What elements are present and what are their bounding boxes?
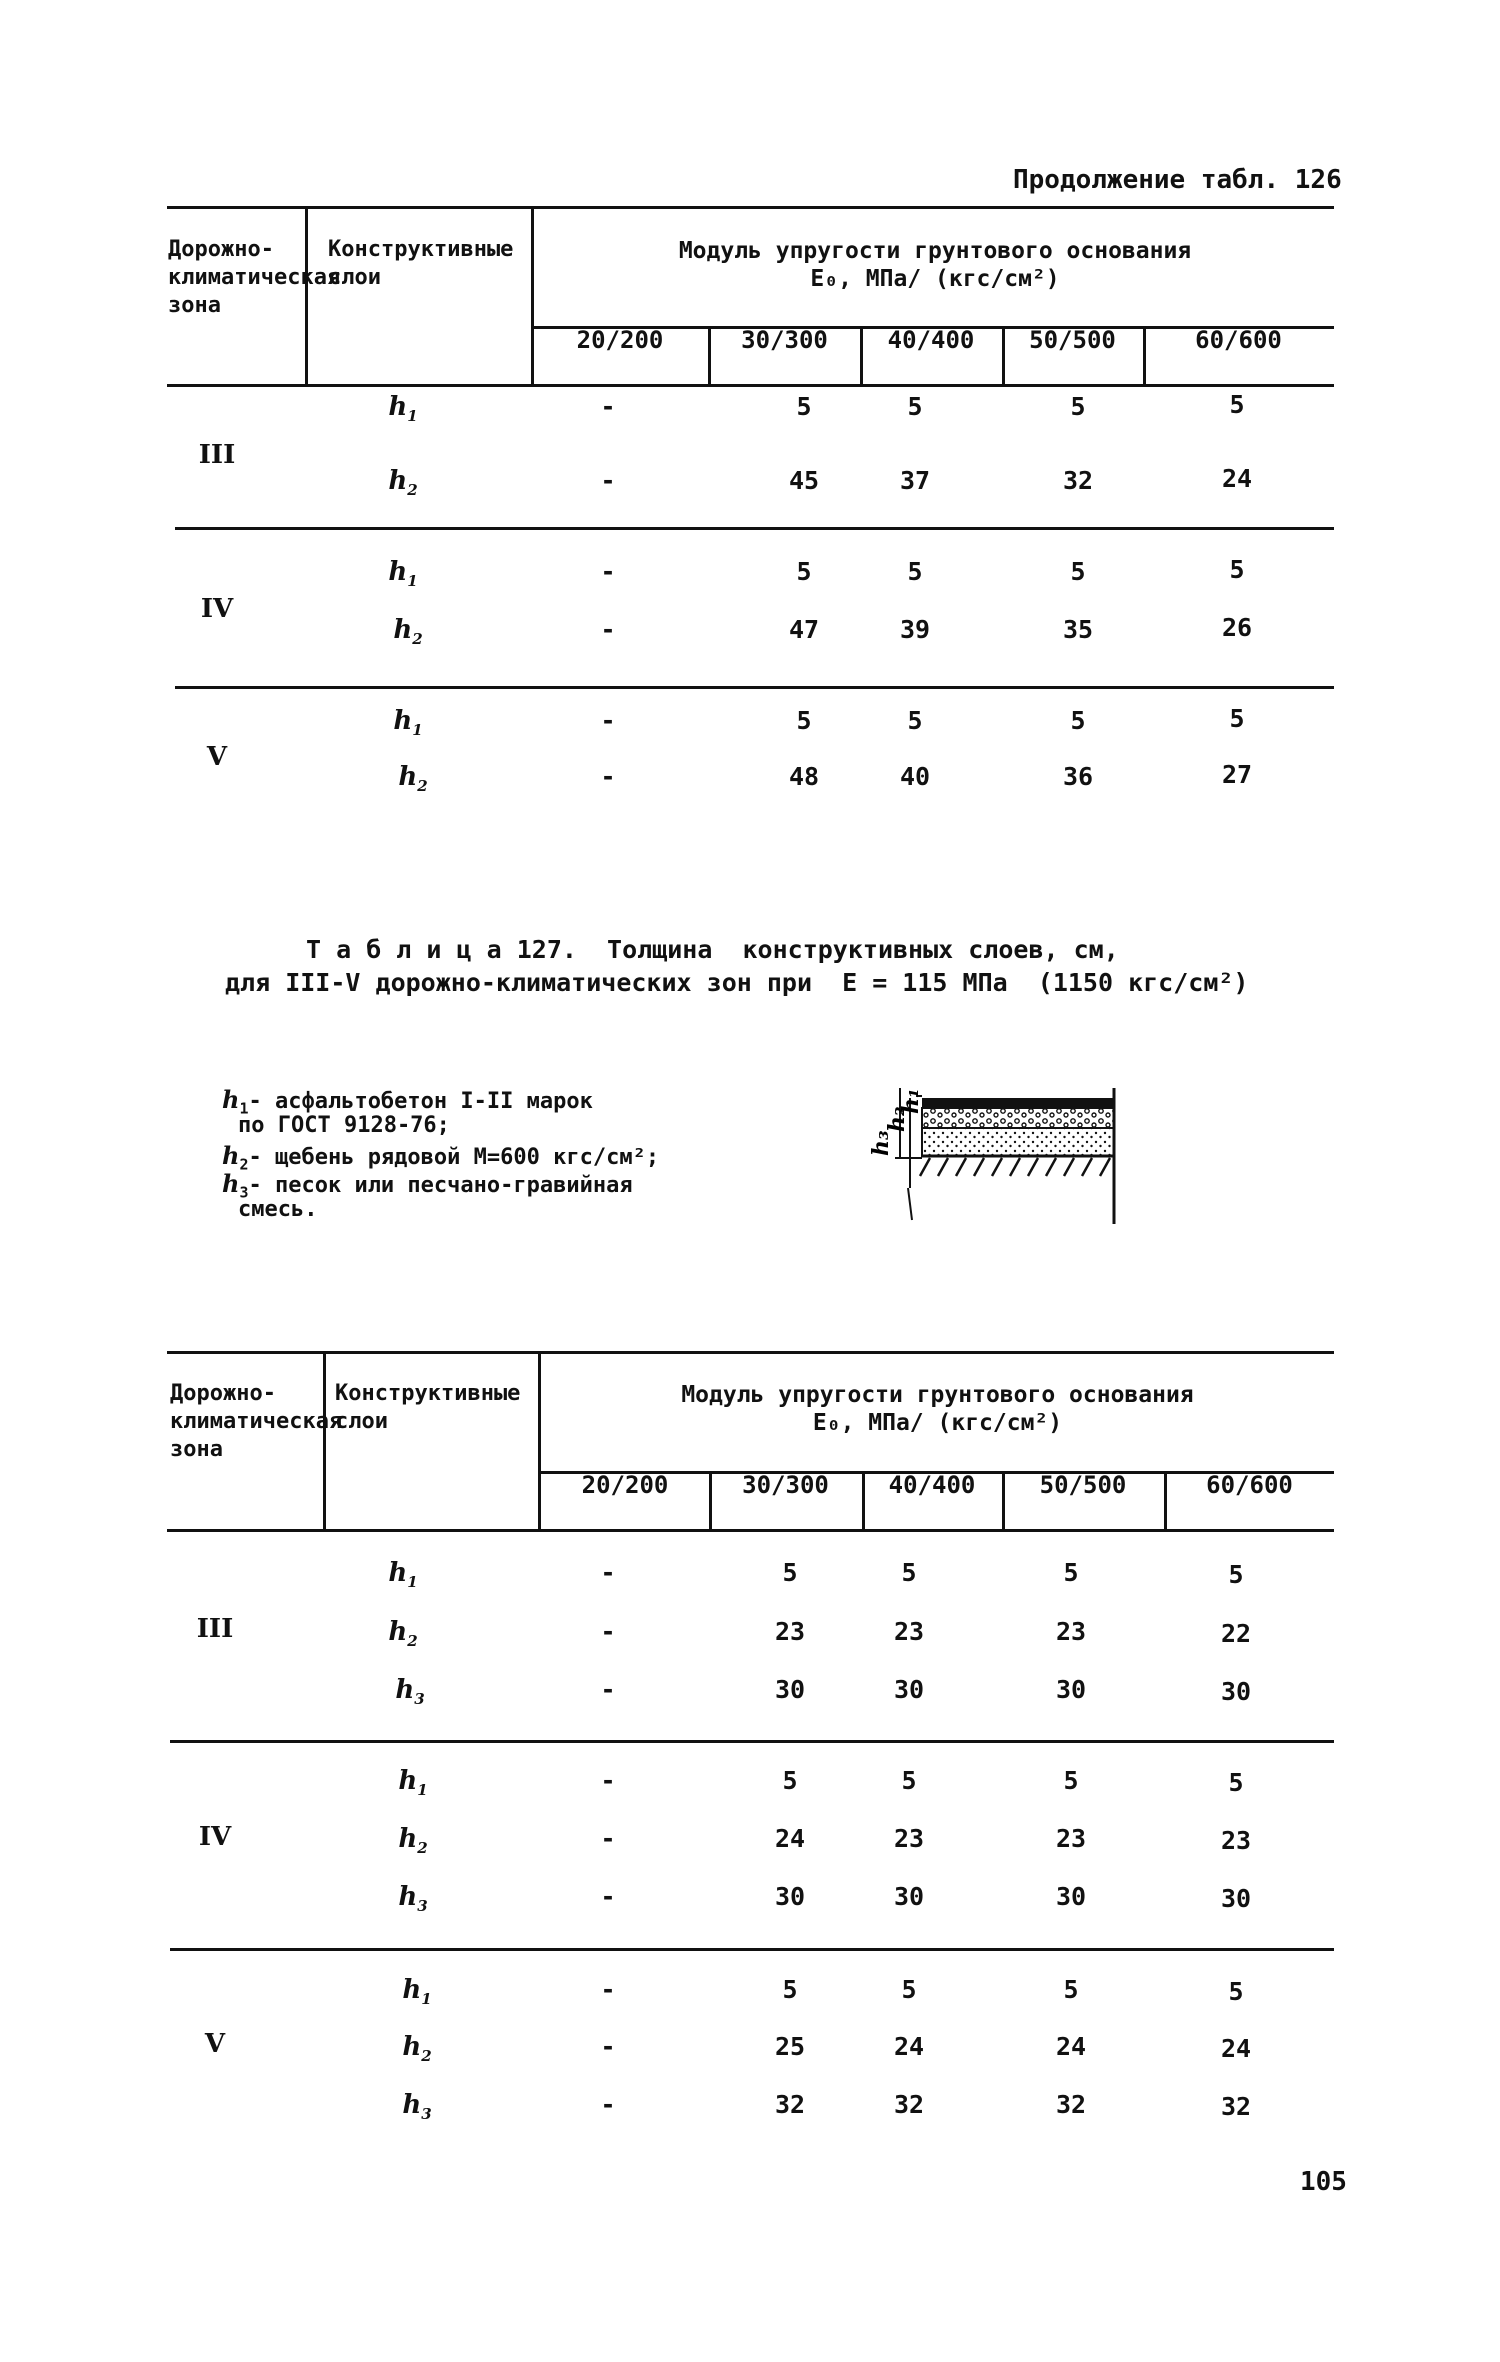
layer-subscript: 3 xyxy=(414,1690,425,1709)
layer-symbol: h xyxy=(395,1675,415,1705)
layer-symbol: h xyxy=(222,1085,240,1114)
table-cell: 24 xyxy=(1220,2034,1252,2063)
layer-symbol: h xyxy=(402,2032,422,2062)
table-cell: 30 xyxy=(1220,1677,1252,1706)
range-header: 50/500 xyxy=(1029,326,1116,354)
table-127-title-line1: Т а б л и ц а 127. Толщина конструктивных слоев, см, xyxy=(306,935,1119,964)
layer-subscript: 2 xyxy=(239,1155,249,1174)
layer-subscript: 2 xyxy=(407,481,418,500)
table-cell: 23 xyxy=(774,1617,806,1646)
table-cell: 5 xyxy=(1229,390,1245,419)
layer-label xyxy=(387,1975,447,2014)
zone-label: V xyxy=(206,742,228,772)
layer-label xyxy=(373,466,433,505)
table-cell: - xyxy=(600,762,616,791)
zone-col-header: Дорожно-климатическая зона xyxy=(170,1381,343,1462)
ground-hatching xyxy=(920,1158,1110,1176)
layer-subscript: 1 xyxy=(421,1990,432,2009)
table-cell: 24 xyxy=(893,2032,925,2061)
table-cell: 45 xyxy=(788,466,820,495)
layer-symbol: h xyxy=(398,1766,418,1796)
table-cell: 40 xyxy=(899,762,931,791)
legend-line xyxy=(238,1113,450,1138)
layer-label xyxy=(373,392,433,431)
layer-symbol: h xyxy=(222,1141,240,1170)
table-cell: 30 xyxy=(893,1675,925,1704)
layer-symbol: h xyxy=(388,1558,408,1588)
layer-subscript: 3 xyxy=(239,1183,249,1202)
table-cell: 23 xyxy=(893,1824,925,1853)
layer-symbol: h xyxy=(398,1882,418,1912)
table-cell: 37 xyxy=(899,466,931,495)
legend-text: - щебень рядовой М=600 кгс/см²; xyxy=(248,1145,660,1170)
layer-label xyxy=(383,762,443,801)
legend-line xyxy=(238,1197,317,1222)
table-cell: - xyxy=(600,2032,616,2061)
table-cell: - xyxy=(600,2090,616,2119)
table-cell: 5 xyxy=(907,706,923,735)
legend-text: по ГОСТ 9128-76; xyxy=(238,1113,450,1138)
table-cell: 23 xyxy=(1055,1617,1087,1646)
table-cell: 5 xyxy=(1228,1560,1244,1589)
table-cell: 24 xyxy=(1221,464,1253,493)
h2-label: h₂ xyxy=(884,1106,910,1132)
pavement-diagram xyxy=(860,1068,1130,1242)
layer-subscript: 1 xyxy=(412,721,423,740)
table-cell: 30 xyxy=(1055,1882,1087,1911)
table-cell: - xyxy=(600,1558,616,1587)
legend-text: смесь. xyxy=(238,1197,318,1222)
table-cell: 5 xyxy=(1229,555,1245,584)
table-cell: 30 xyxy=(1220,1884,1252,1913)
range-header: 50/500 xyxy=(1039,1471,1127,1499)
table-cell: 5 xyxy=(1070,557,1086,586)
layer-symbol: h xyxy=(388,392,408,422)
layer-label xyxy=(373,1558,433,1597)
table-cell: 5 xyxy=(796,392,812,421)
layer-symbol: h xyxy=(393,615,413,645)
table-cell: 5 xyxy=(1228,1768,1244,1797)
layer-subscript: 2 xyxy=(421,2047,432,2066)
table-cell: - xyxy=(600,706,616,735)
layer-subscript: 1 xyxy=(407,572,418,591)
range-header: 40/400 xyxy=(888,1471,976,1499)
table-cell: 32 xyxy=(1055,2090,1087,2119)
table-cell: 26 xyxy=(1221,613,1253,642)
table-cell: 5 xyxy=(782,1975,798,2004)
table-cell: 5 xyxy=(901,1558,917,1587)
table-cell: 30 xyxy=(774,1675,806,1704)
table-cell: 22 xyxy=(1220,1619,1252,1648)
layer-label xyxy=(373,557,433,596)
table-cell: 23 xyxy=(893,1617,925,1646)
zone-label: III xyxy=(198,440,236,470)
layer-symbol: h xyxy=(402,1975,422,2005)
layer-label xyxy=(378,615,438,654)
table-cell: - xyxy=(600,1975,616,2004)
table-cell: 25 xyxy=(774,2032,806,2061)
table-cell: 30 xyxy=(893,1882,925,1911)
table-cell: 24 xyxy=(774,1824,806,1853)
table-cell: 23 xyxy=(1220,1826,1252,1855)
modulus-header: Модуль упругости грунтового основания xyxy=(678,238,1192,264)
page-number: 105 xyxy=(1300,2167,1347,2197)
h3-label: h₃ xyxy=(868,1130,894,1156)
h1-label: h₁ xyxy=(898,1088,924,1114)
continuation-label: Продолжение табл. 126 xyxy=(1013,165,1342,195)
pavement-cross-section xyxy=(860,1068,1130,1238)
table-cell: - xyxy=(600,392,616,421)
range-header: 60/600 xyxy=(1206,1471,1293,1499)
layer-label xyxy=(383,1882,443,1921)
layer-label xyxy=(387,2090,447,2129)
layer-symbol: h xyxy=(388,1617,408,1647)
table-cell: 32 xyxy=(1220,2092,1252,2121)
table-cell: 36 xyxy=(1062,762,1094,791)
table-cell: 5 xyxy=(1070,706,1086,735)
table-127-title-line2: для III-V дорожно-климатических зон при E = 115 МПа (1150 кгс/см²) xyxy=(225,968,1249,997)
table-cell: 30 xyxy=(774,1882,806,1911)
layer-label xyxy=(387,2032,447,2071)
table-cell: 27 xyxy=(1221,760,1253,789)
zone-label: III xyxy=(196,1614,234,1644)
layers-col-header: Конструктивные слои xyxy=(328,237,514,290)
table-cell: 23 xyxy=(1055,1824,1087,1853)
table-cell: 48 xyxy=(788,762,820,791)
table-cell: 32 xyxy=(893,2090,925,2119)
table-cell: 39 xyxy=(899,615,931,644)
layer-symbol: h xyxy=(222,1169,240,1198)
table-cell: 5 xyxy=(1063,1975,1079,2004)
table-cell: 5 xyxy=(901,1975,917,2004)
range-header: 30/300 xyxy=(741,326,828,354)
table-cell: 5 xyxy=(796,557,812,586)
table-cell: 32 xyxy=(774,2090,806,2119)
modulus-units: E₀, МПа/ (кгс/см²) xyxy=(812,1410,1063,1436)
layers-col-header: Конструктивные слои xyxy=(335,1381,521,1434)
range-header: 20/200 xyxy=(581,1471,669,1499)
table-cell: - xyxy=(600,1766,616,1795)
range-header: 30/300 xyxy=(742,1471,829,1499)
layer-subscript: 2 xyxy=(417,1839,428,1858)
layer-label xyxy=(373,1617,433,1656)
modulus-units: E₀, МПа/ (кгс/см²) xyxy=(810,266,1060,292)
layer-subscript: 2 xyxy=(417,777,428,796)
layer-symbol: h xyxy=(398,1824,418,1854)
table-cell: - xyxy=(600,1675,616,1704)
layer-symbol: h xyxy=(388,557,408,587)
layer-label xyxy=(383,1824,443,1863)
table-cell: 32 xyxy=(1062,466,1094,495)
layer-subscript: 2 xyxy=(407,1632,418,1651)
layer-label xyxy=(378,706,438,745)
table-cell: 5 xyxy=(1229,704,1245,733)
range-header: 20/200 xyxy=(576,326,664,354)
table-cell: - xyxy=(600,1882,616,1911)
asphalt-layer xyxy=(922,1098,1114,1108)
layer-symbol: h xyxy=(388,466,408,496)
legend-text: - песок или песчано-гравийная xyxy=(248,1173,633,1198)
zone-label: V xyxy=(204,2029,226,2059)
layer-subscript: 3 xyxy=(421,2105,432,2124)
table-cell: 30 xyxy=(1055,1675,1087,1704)
table-cell: 5 xyxy=(782,1766,798,1795)
table-cell: 5 xyxy=(901,1766,917,1795)
modulus-header: Модуль упругости грунтового основания xyxy=(681,1382,1194,1408)
table-cell: - xyxy=(600,1617,616,1646)
table-cell: 5 xyxy=(782,1558,798,1587)
zone-label: IV xyxy=(200,594,234,624)
layer-subscript: 1 xyxy=(407,1573,418,1592)
table-cell: - xyxy=(600,557,616,586)
layer-label xyxy=(380,1675,440,1714)
legend-text: - асфальтобетон I-II марок xyxy=(248,1089,593,1114)
layer-subscript: 1 xyxy=(417,1781,428,1800)
layer-label xyxy=(383,1766,443,1805)
table-cell: 5 xyxy=(1228,1977,1244,2006)
sand-layer xyxy=(922,1128,1114,1156)
table-cell: 5 xyxy=(1070,392,1086,421)
table-cell: 5 xyxy=(796,706,812,735)
range-header: 60/600 xyxy=(1195,326,1282,354)
layer-subscript: 2 xyxy=(412,630,423,649)
table-cell: 5 xyxy=(907,557,923,586)
table-cell: 5 xyxy=(907,392,923,421)
zone-label: IV xyxy=(198,1822,232,1852)
layer-symbol: h xyxy=(402,2090,422,2120)
range-header: 40/400 xyxy=(887,326,975,354)
table-cell: - xyxy=(600,615,616,644)
table-cell: - xyxy=(600,1824,616,1853)
layer-subscript: 3 xyxy=(417,1897,428,1916)
table-cell: 5 xyxy=(1063,1766,1079,1795)
zone-col-header: Дорожно-климатическая зона xyxy=(168,237,341,318)
table-cell: 47 xyxy=(788,615,820,644)
layer-symbol: h xyxy=(398,762,418,792)
table-cell: - xyxy=(600,466,616,495)
table-cell: 5 xyxy=(1063,1558,1079,1587)
table-cell: 24 xyxy=(1055,2032,1087,2061)
layer-subscript: 1 xyxy=(407,407,418,426)
table-cell: 35 xyxy=(1062,615,1094,644)
layer-symbol: h xyxy=(393,706,413,736)
layer-subscript: 1 xyxy=(239,1099,249,1118)
crushed-stone-layer xyxy=(922,1108,1114,1128)
